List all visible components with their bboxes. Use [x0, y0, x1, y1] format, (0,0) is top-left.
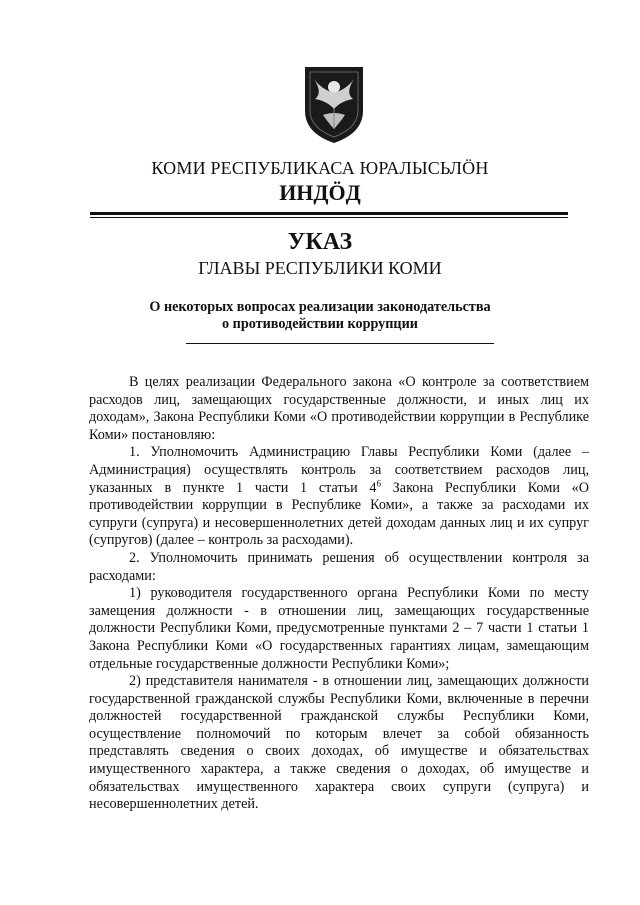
paragraph-1-text-b: Закона Республики Коми «О противодействии коррупции в Республике Коми», а также за расходами их супруги (супруга) и несовершеннолетних детей доходам данных лиц и их супруг (супругов) (далее – контроль за расходами). — [89, 479, 589, 549]
decree-title: УКАЗ — [287, 229, 353, 255]
header-indod: ИНДÖД — [279, 180, 361, 205]
paragraph-1 — [89, 444, 589, 550]
subject-line-2: о противодействии коррупции — [222, 316, 418, 332]
paragraph-2-2: 2) представителя нанимателя - в отношении лиц, замещающих должности государственной гражданской службы Республики Коми, включенные в перечни должностей государственной гражданской службы Республики Коми, осуществление полномочий по которым влечет за собой обязанность представлять сведения о своих доходах, об имуществе и обязательствах имущественного характера, а также сведения о доходах, об имуществе и обязательствах имущественного характера своих супруги (супруга) и несовершеннолетних детей. — [89, 673, 589, 813]
header-komi-line: КОМИ РЕСПУБЛИКАСА ЮРАЛЫСЬЛÖН — [151, 158, 489, 178]
paragraph-1-superscript: 6 — [376, 477, 381, 488]
paragraph-1-text-a: 1. Уполномочить Администрацию Главы Республики Коми (далее – Администрация) осуществлять контроль за соответствием расходов лиц, указанных в пункте 1 части 1 статьи 4 — [89, 444, 589, 496]
header-divider-thin — [90, 217, 568, 218]
coat-of-arms-emblem — [301, 63, 367, 145]
header-divider-thick — [90, 212, 568, 215]
subject-line-1: О некоторых вопросах реализации законодательства — [149, 299, 491, 315]
decree-subtitle: ГЛАВЫ РЕСПУБЛИКИ КОМИ — [198, 258, 442, 278]
paragraph-2: 2. Уполномочить принимать решения об осуществлении контроля за расходами: — [89, 549, 589, 584]
subject-title — [0, 299, 640, 333]
decree-body — [89, 374, 589, 814]
paragraph-intro: В целях реализации Федерального закона «О контроле за соответствием расходов лиц, замещающих государственные должности, и иных лиц их доходам», Закона Республики Коми «О противодействии коррупции в Республике Коми» постановляю: — [89, 374, 589, 443]
paragraph-2-1: 1) руководителя государственного органа Республики Коми по месту замещения должности - в отношении лиц, замещающих государственные должности Республики Коми, предусмотренные пунктами 2 – 7 части 1 статьи 1 Закона Республики Коми «О государственных гарантиях лицам, замещающим отдельные государственные должности Республики Коми»; — [89, 585, 589, 672]
subject-underline — [186, 343, 494, 344]
